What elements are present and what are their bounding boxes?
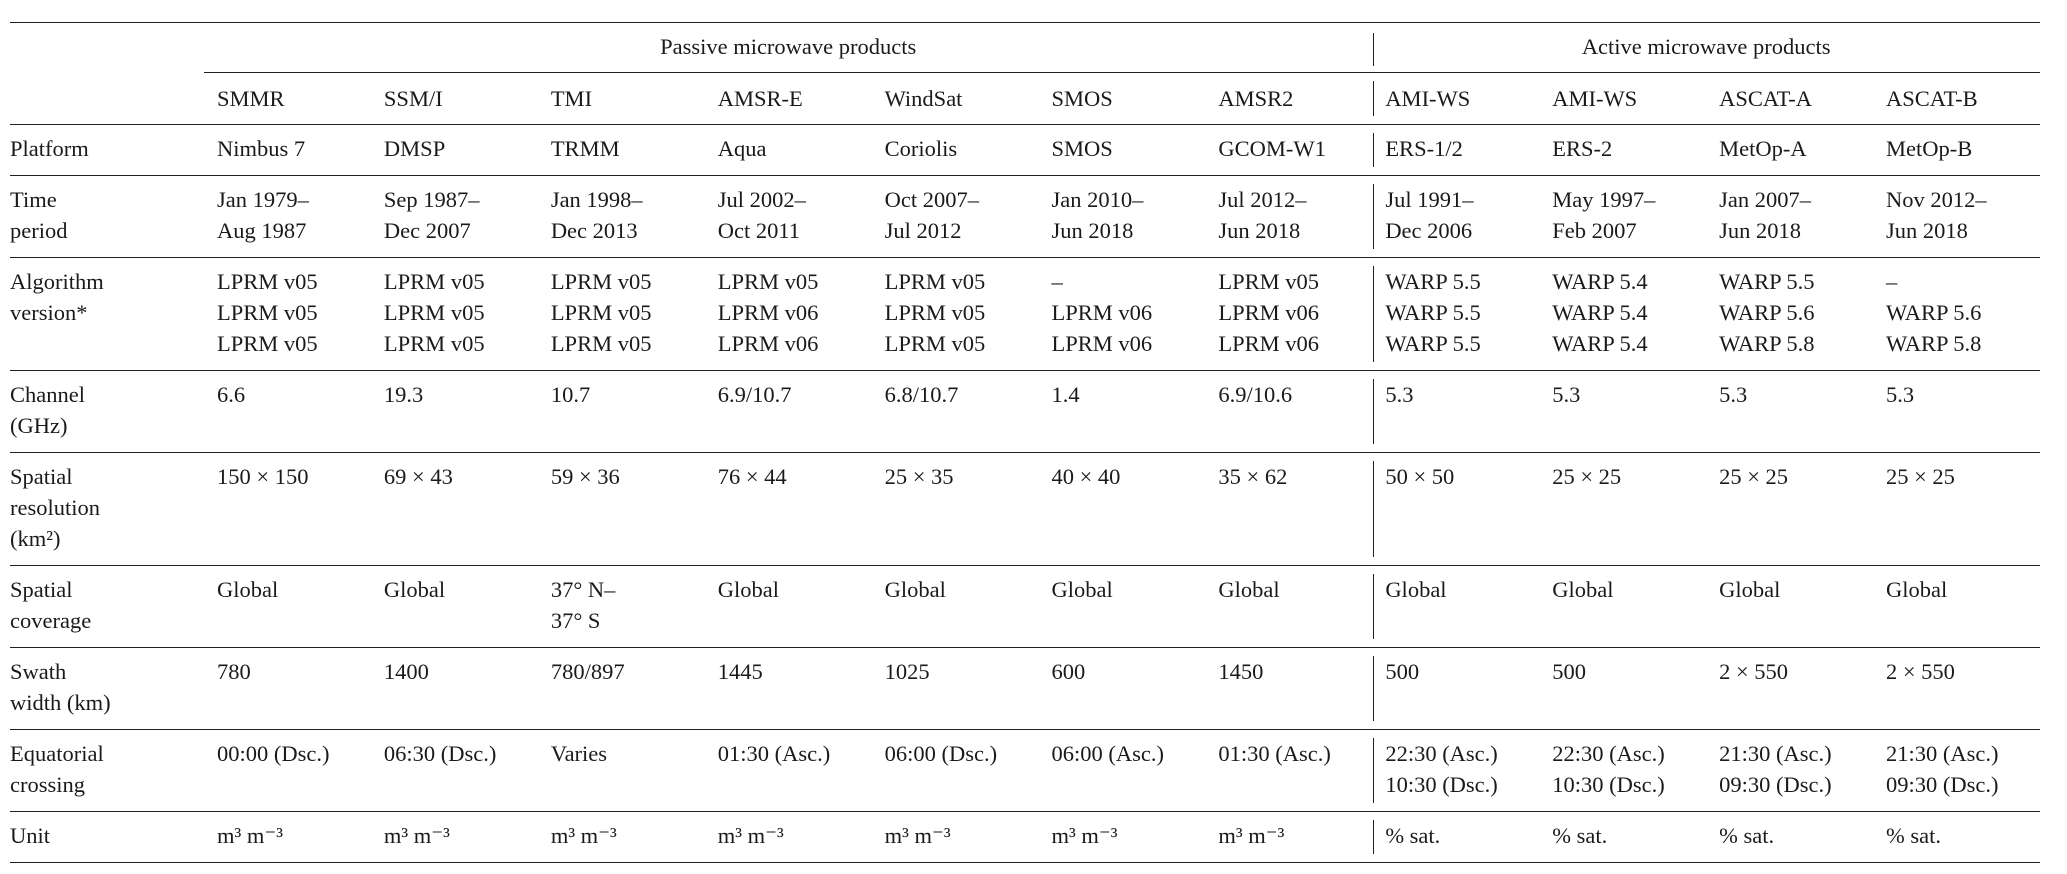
microwave-products-table	[10, 22, 2040, 863]
cell-line: 35 × 62	[1218, 464, 1288, 489]
cell-line: LPRM v05	[217, 300, 318, 325]
table-cell	[371, 812, 538, 863]
table-cell	[204, 371, 371, 453]
table-cell	[1038, 258, 1205, 371]
table-cell	[705, 176, 872, 258]
cell-line: 01:30 (Asc.)	[717, 741, 831, 766]
cell-line: LPRM v05	[383, 331, 485, 356]
row-label-line: version*	[10, 300, 88, 325]
cell-line: 6.9/10.7	[717, 382, 792, 407]
table-cell	[1539, 566, 1706, 648]
table-cell	[872, 648, 1039, 730]
cell-line: LPRM v05	[884, 269, 986, 294]
cell-line: 780	[217, 659, 251, 684]
cell-line: Sep 1987–	[383, 187, 480, 212]
sensor-header-cell: AMI-WS	[1552, 86, 1638, 111]
table-cell	[1205, 566, 1372, 648]
cell-line: Jan 1979–	[217, 187, 309, 212]
cell-line: WARP 5.4	[1552, 269, 1648, 294]
cell-line: –	[1885, 269, 1898, 294]
table-cell	[1706, 125, 1873, 176]
cell-line: 5.3	[1385, 382, 1414, 407]
cell-line: LPRM v05	[884, 300, 986, 325]
cell-line: % sat.	[1385, 823, 1441, 848]
sensor-header-cell: AMSR2	[1218, 86, 1294, 111]
row-label	[10, 258, 204, 371]
row-label	[10, 125, 204, 176]
table-cell	[1372, 812, 1539, 863]
table-cell	[872, 566, 1039, 648]
table-cell	[371, 453, 538, 566]
cell-line: May 1997–	[1552, 187, 1656, 212]
table-cell	[1706, 453, 1873, 566]
row-label-line: resolution	[10, 495, 100, 520]
cell-line: 5.3	[1719, 382, 1748, 407]
table-cell	[1038, 566, 1205, 648]
table-cell	[1706, 371, 1873, 453]
cell-line: LPRM v05	[383, 300, 485, 325]
row-label-line: Spatial	[10, 464, 73, 489]
table-cell	[1873, 812, 2040, 863]
cell-line: Jul 2002–	[717, 187, 806, 212]
cell-line: Jan 1998–	[550, 187, 643, 212]
cell-line: Aqua	[717, 136, 767, 161]
table-cell	[538, 648, 705, 730]
cell-line: LPRM v06	[717, 300, 819, 325]
cell-line: Coriolis	[884, 136, 958, 161]
sensor-header-corner	[10, 73, 204, 125]
cell-line: Jun 2018	[1051, 218, 1134, 243]
row-label	[10, 812, 204, 863]
cell-line: WARP 5.6	[1719, 300, 1815, 325]
table-cell	[204, 730, 371, 812]
cell-line: Global	[884, 577, 946, 602]
table-cell	[1873, 566, 2040, 648]
table-cell	[1706, 176, 1873, 258]
row-label	[10, 371, 204, 453]
table-cell	[1873, 176, 2040, 258]
row-label-line: period	[10, 218, 68, 243]
cell-line: Jan 2010–	[1051, 187, 1144, 212]
table-cell	[204, 648, 371, 730]
table-cell	[1873, 258, 2040, 371]
table-cell	[1372, 648, 1539, 730]
table-cell	[1038, 125, 1205, 176]
cell-line: LPRM v06	[1051, 300, 1153, 325]
row-label-line: Channel	[10, 382, 85, 407]
cell-line: Feb 2007	[1552, 218, 1637, 243]
table-cell	[1205, 812, 1372, 863]
cell-line: Oct 2007–	[884, 187, 979, 212]
row-label	[10, 453, 204, 566]
table-cell	[1372, 566, 1539, 648]
table-cell	[538, 258, 705, 371]
cell-line: ERS-1/2	[1385, 136, 1463, 161]
table-row	[10, 176, 2040, 258]
row-label	[10, 566, 204, 648]
cell-line: 50 × 50	[1385, 464, 1455, 489]
cell-line: Global	[1552, 577, 1614, 602]
cell-line: 21:30 (Asc.)	[1885, 741, 1999, 766]
cell-line: 25 × 25	[1719, 464, 1789, 489]
cell-line: Oct 2011	[717, 218, 800, 243]
cell-line: Jul 2012–	[1218, 187, 1307, 212]
cell-line: WARP 5.5	[1385, 300, 1481, 325]
table-cell	[1205, 730, 1372, 812]
cell-line: LPRM v05	[550, 331, 652, 356]
table-cell	[204, 566, 371, 648]
sensor-header-cell: SMOS	[1051, 86, 1113, 111]
cell-line: 25 × 25	[1552, 464, 1622, 489]
cell-line: 09:30 (Dsc.)	[1719, 772, 1832, 797]
cell-line: 1445	[717, 659, 763, 684]
group-header-row	[10, 23, 2040, 73]
cell-line: 22:30 (Asc.)	[1385, 741, 1498, 766]
sensor-header-cell: ASCAT-A	[1719, 86, 1813, 111]
table-cell	[1038, 176, 1205, 258]
cell-line: WARP 5.4	[1552, 331, 1648, 356]
table-cell	[1372, 371, 1539, 453]
cell-line: Global	[1885, 577, 1948, 602]
table-cell	[371, 258, 538, 371]
row-label-line: Time	[10, 187, 57, 212]
table-cell	[1706, 812, 1873, 863]
table-cell	[1539, 812, 1706, 863]
cell-line: 19.3	[383, 382, 424, 407]
cell-line: LPRM v05	[383, 269, 485, 294]
row-label-line: (km²)	[10, 526, 61, 551]
corner-cell	[10, 23, 204, 73]
cell-line: Jul 1991–	[1385, 187, 1474, 212]
table-cell	[1539, 730, 1706, 812]
cell-line: 10:30 (Dsc.)	[1552, 772, 1665, 797]
cell-line: Dec 2007	[383, 218, 471, 243]
cell-line: 500	[1385, 659, 1420, 684]
row-label-line: Equatorial	[10, 741, 104, 766]
table-row	[10, 566, 2040, 648]
row-label-line: Platform	[10, 136, 89, 161]
cell-line: 69 × 43	[383, 464, 453, 489]
table-cell	[1038, 648, 1205, 730]
table-cell	[1038, 371, 1205, 453]
table-row	[10, 371, 2040, 453]
table-cell	[204, 453, 371, 566]
cell-line: % sat.	[1885, 823, 1941, 848]
table-cell	[371, 176, 538, 258]
table-cell	[1873, 648, 2040, 730]
cell-line: LPRM v05	[217, 331, 318, 356]
cell-line: m³ m⁻³	[383, 823, 450, 848]
table-row	[10, 258, 2040, 371]
table-cell	[872, 812, 1039, 863]
row-label-line: coverage	[10, 608, 92, 633]
table-cell	[538, 566, 705, 648]
row-label-line: Swath	[10, 659, 67, 684]
cell-line: Global	[1385, 577, 1447, 602]
table-cell	[1539, 371, 1706, 453]
cell-line: 2 × 550	[1885, 659, 1955, 684]
row-label	[10, 176, 204, 258]
cell-line: 01:30 (Asc.)	[1218, 741, 1331, 766]
row-label-line: Unit	[10, 823, 51, 848]
row-label	[10, 730, 204, 812]
cell-line: Global	[717, 577, 779, 602]
cell-line: ERS-2	[1552, 136, 1613, 161]
cell-line: WARP 5.4	[1552, 300, 1648, 325]
cell-line: 76 × 44	[717, 464, 787, 489]
cell-line: LPRM v05	[884, 331, 986, 356]
table-row	[10, 453, 2040, 566]
table-cell	[538, 730, 705, 812]
cell-line: LPRM v05	[217, 269, 318, 294]
sensor-header-cell: AMSR-E	[717, 86, 803, 111]
cell-line: Dec 2013	[550, 218, 638, 243]
cell-line: 1450	[1218, 659, 1264, 684]
row-label-line: (GHz)	[10, 413, 68, 438]
table-cell	[1539, 648, 1706, 730]
table-cell	[1372, 176, 1539, 258]
table-cell	[705, 258, 872, 371]
cell-line: m³ m⁻³	[550, 823, 617, 848]
cell-line: 6.9/10.6	[1218, 382, 1293, 407]
table-cell	[1372, 258, 1539, 371]
table-cell	[705, 371, 872, 453]
table-cell	[1539, 176, 1706, 258]
cell-line: 22:30 (Asc.)	[1552, 741, 1665, 766]
table-cell	[1706, 258, 1873, 371]
row-label-line: Spatial	[10, 577, 73, 602]
table-cell	[538, 176, 705, 258]
table-cell	[872, 258, 1039, 371]
cell-line: 37° N–	[550, 577, 616, 602]
table-cell	[1706, 730, 1873, 812]
sensor-header-cell: AMI-WS	[1372, 73, 1539, 125]
cell-line: WARP 5.5	[1385, 269, 1481, 294]
cell-line: Nov 2012–	[1885, 187, 1987, 212]
cell-line: LPRM v05	[550, 300, 652, 325]
table-cell	[705, 730, 872, 812]
table-cell	[1205, 371, 1372, 453]
table-cell	[538, 125, 705, 176]
cell-line: WARP 5.5	[1385, 331, 1481, 356]
row-label-line: Algorithm	[10, 269, 104, 294]
cell-line: Varies	[550, 741, 608, 766]
cell-line: 6.8/10.7	[884, 382, 959, 407]
sensor-header-cell: WindSat	[884, 86, 963, 111]
table-cell	[872, 125, 1039, 176]
cell-line: GCOM-W1	[1218, 136, 1326, 161]
table-row	[10, 125, 2040, 176]
table-cell	[1873, 125, 2040, 176]
cell-line: 780/897	[550, 659, 625, 684]
cell-line: 06:00 (Asc.)	[1051, 741, 1164, 766]
cell-line: LPRM v05	[550, 269, 652, 294]
table-cell	[1205, 453, 1372, 566]
cell-line: 21:30 (Asc.)	[1719, 741, 1832, 766]
table-cell	[371, 730, 538, 812]
table-cell	[1205, 125, 1372, 176]
sensor-header-row	[10, 73, 2040, 125]
cell-line: 10.7	[550, 382, 591, 407]
cell-line: MetOp-A	[1719, 136, 1807, 161]
cell-line: 06:30 (Dsc.)	[383, 741, 497, 766]
table-cell	[705, 812, 872, 863]
cell-line: LPRM v06	[717, 331, 819, 356]
table-cell	[371, 125, 538, 176]
sensor-header-cell: SSM/I	[383, 86, 443, 111]
table-cell	[705, 453, 872, 566]
cell-line: Global	[1218, 577, 1280, 602]
cell-line: MetOp-B	[1885, 136, 1973, 161]
cell-line: WARP 5.6	[1885, 300, 1982, 325]
table-cell	[1706, 566, 1873, 648]
table-cell	[538, 453, 705, 566]
cell-line: LPRM v06	[1218, 300, 1320, 325]
cell-line: m³ m⁻³	[717, 823, 784, 848]
table-cell	[1539, 258, 1706, 371]
table-cell	[1372, 730, 1539, 812]
sensor-header-cell: ASCAT-B	[1885, 86, 1978, 111]
table-cell	[1205, 176, 1372, 258]
cell-line: DMSP	[383, 136, 446, 161]
table-cell	[1205, 258, 1372, 371]
table-cell	[1038, 453, 1205, 566]
cell-line: WARP 5.8	[1885, 331, 1982, 356]
cell-line: m³ m⁻³	[217, 823, 284, 848]
table-cell	[705, 125, 872, 176]
table-cell	[371, 371, 538, 453]
cell-line: 150 × 150	[217, 464, 309, 489]
table-row	[10, 648, 2040, 730]
cell-line: TRMM	[550, 136, 620, 161]
cell-line: 2 × 550	[1719, 659, 1789, 684]
cell-line: LPRM v05	[717, 269, 819, 294]
table-row	[10, 730, 2040, 812]
cell-line: Jun 2018	[1719, 218, 1801, 243]
table-cell	[872, 176, 1039, 258]
table-cell	[204, 258, 371, 371]
cell-line: LPRM v06	[1051, 331, 1153, 356]
cell-line: 37° S	[550, 608, 601, 633]
cell-line: m³ m⁻³	[884, 823, 951, 848]
table-cell	[1539, 453, 1706, 566]
cell-line: Global	[1719, 577, 1781, 602]
table-cell	[1873, 730, 2040, 812]
cell-line: Global	[1051, 577, 1113, 602]
sensor-header-cell: SMMR	[217, 86, 285, 111]
row-label-line: width (km)	[10, 690, 111, 715]
table-cell	[204, 125, 371, 176]
cell-line: LPRM v06	[1218, 331, 1320, 356]
sensor-header-cell: TMI	[550, 86, 593, 111]
cell-line: 00:00 (Dsc.)	[217, 741, 330, 766]
cell-line: Global	[217, 577, 279, 602]
cell-line: WARP 5.8	[1719, 331, 1815, 356]
table-cell	[872, 371, 1039, 453]
table-cell	[538, 812, 705, 863]
cell-line: Jan 2007–	[1719, 187, 1811, 212]
cell-line: 06:00 (Dsc.)	[884, 741, 998, 766]
cell-line: LPRM v05	[1218, 269, 1320, 294]
cell-line: 5.3	[1885, 382, 1915, 407]
cell-line: Jun 2018	[1885, 218, 1968, 243]
cell-line: 59 × 36	[550, 464, 620, 489]
passive-group-header: Passive microwave products	[204, 23, 1372, 73]
cell-line: 10:30 (Dsc.)	[1385, 772, 1498, 797]
cell-line: 25 × 35	[884, 464, 954, 489]
table-cell	[1038, 730, 1205, 812]
cell-line: 1.4	[1051, 382, 1080, 407]
table-row	[10, 812, 2040, 863]
cell-line: Jul 2012	[884, 218, 962, 243]
cell-line: SMOS	[1051, 136, 1113, 161]
cell-line: 40 × 40	[1051, 464, 1121, 489]
table-cell	[204, 176, 371, 258]
cell-line: 1025	[884, 659, 930, 684]
table-cell	[1873, 453, 2040, 566]
cell-line: 5.3	[1552, 382, 1581, 407]
cell-line: Aug 1987	[217, 218, 307, 243]
cell-line: 1400	[383, 659, 429, 684]
table-cell	[1372, 125, 1539, 176]
cell-line: % sat.	[1552, 823, 1608, 848]
cell-line: 500	[1552, 659, 1586, 684]
cell-line: 6.6	[217, 382, 246, 407]
active-group-header: Active microwave products	[1372, 23, 2040, 73]
row-label	[10, 648, 204, 730]
cell-line: m³ m⁻³	[1051, 823, 1118, 848]
cell-line: 600	[1051, 659, 1086, 684]
table-cell	[1372, 453, 1539, 566]
table-cell	[705, 566, 872, 648]
table-cell	[872, 730, 1039, 812]
cell-line: –	[1051, 269, 1063, 294]
table-cell	[371, 566, 538, 648]
cell-line: Global	[383, 577, 446, 602]
table-cell	[1539, 125, 1706, 176]
cell-line: % sat.	[1719, 823, 1775, 848]
table-cell	[872, 453, 1039, 566]
table-cell	[705, 648, 872, 730]
cell-line: Dec 2006	[1385, 218, 1473, 243]
cell-line: 25 × 25	[1885, 464, 1955, 489]
product-table-container	[10, 22, 2040, 863]
row-label-line: crossing	[10, 772, 85, 797]
table-cell	[1205, 648, 1372, 730]
table-cell	[204, 812, 371, 863]
cell-line: Nimbus 7	[217, 136, 306, 161]
cell-line: m³ m⁻³	[1218, 823, 1285, 848]
table-cell	[1038, 812, 1205, 863]
cell-line: Jun 2018	[1218, 218, 1301, 243]
table-cell	[1706, 648, 1873, 730]
table-cell	[538, 371, 705, 453]
table-cell	[1873, 371, 2040, 453]
cell-line: WARP 5.5	[1719, 269, 1815, 294]
cell-line: 09:30 (Dsc.)	[1885, 772, 1999, 797]
table-cell	[371, 648, 538, 730]
